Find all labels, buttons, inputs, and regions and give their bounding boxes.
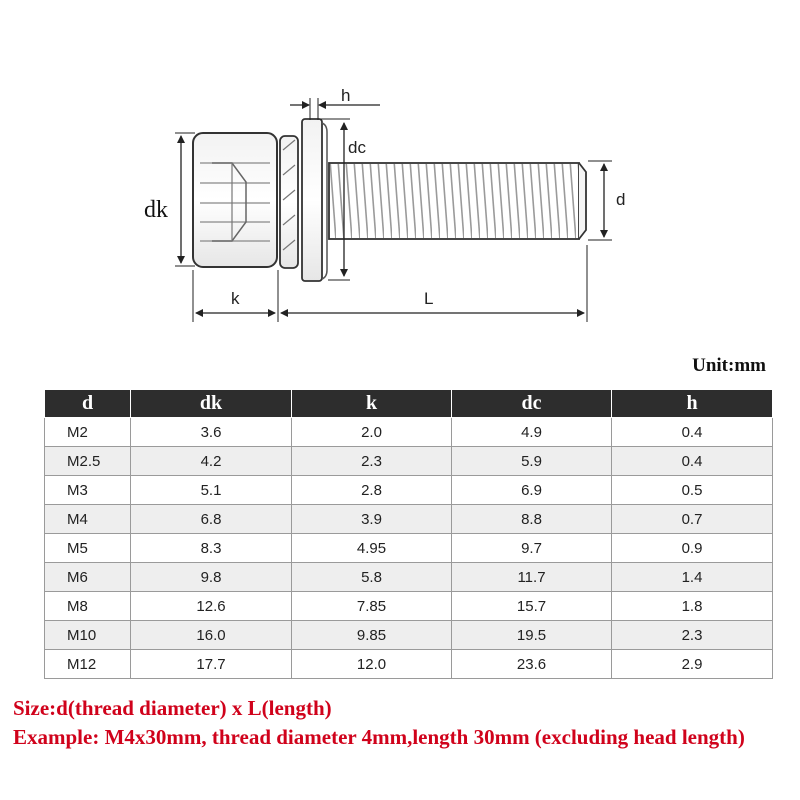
cell-k: 9.85 [292,621,452,650]
table-row [45,418,773,447]
size-definition: Size:d(thread diameter) x L(length) [13,696,332,720]
header-k: k [292,390,452,418]
cell-dc: 6.9 [452,476,612,505]
size-notes [13,694,793,752]
d-dimension [588,161,625,240]
h-label: h [341,86,351,105]
table-row [45,447,773,476]
cell-dk: 16.0 [131,621,292,650]
cell-k: 4.95 [292,534,452,563]
unit-label: Unit:mm [692,355,766,376]
cell-k: 2.0 [292,418,452,447]
cell-d: M8 [45,592,131,621]
cell-d: M4 [45,505,131,534]
cell-dc: 9.7 [452,534,612,563]
cell-dk: 17.7 [131,650,292,679]
cell-d: M10 [45,621,131,650]
header-h: h [612,390,773,418]
cell-dk: 12.6 [131,592,292,621]
cell-h: 0.9 [612,534,773,563]
cell-h: 0.4 [612,447,773,476]
cell-d: M6 [45,563,131,592]
header-d: d [45,390,131,418]
cell-dk: 3.6 [131,418,292,447]
cell-h: 0.5 [612,476,773,505]
cell-h: 1.4 [612,563,773,592]
table-row [45,592,773,621]
cell-dk: 8.3 [131,534,292,563]
flat-washer [302,119,327,281]
cell-h: 0.7 [612,505,773,534]
table-row [45,650,773,679]
cell-h: 2.3 [612,621,773,650]
cell-d: M3 [45,476,131,505]
table-row [45,476,773,505]
cell-k: 7.85 [292,592,452,621]
header-dk: dk [131,390,292,418]
dc-label: dc [348,138,366,157]
cell-k: 5.8 [292,563,452,592]
k-dimension [193,270,278,322]
cell-dk: 4.2 [131,447,292,476]
cell-d: M2.5 [45,447,131,476]
table-row [45,505,773,534]
cell-dk: 5.1 [131,476,292,505]
spec-table [44,389,773,679]
cell-d: M12 [45,650,131,679]
table-header-row [45,390,773,418]
l-label: L [424,289,434,308]
cell-d: M2 [45,418,131,447]
table-row [45,534,773,563]
cell-h: 1.8 [612,592,773,621]
cell-h: 2.9 [612,650,773,679]
cell-dc: 5.9 [452,447,612,476]
d-label: d [616,190,626,209]
screw-head [193,133,277,267]
cell-dk: 6.8 [131,505,292,534]
dk-label: dk [144,197,168,223]
dk-dimension [144,133,195,266]
cell-k: 2.3 [292,447,452,476]
table-row [45,621,773,650]
spring-washer [280,136,298,268]
cell-d: M5 [45,534,131,563]
table-row [45,563,773,592]
cell-dc: 8.8 [452,505,612,534]
cell-k: 12.0 [292,650,452,679]
cell-dc: 23.6 [452,650,612,679]
thread-shank [329,163,586,239]
h-dimension [290,86,380,120]
cell-dk: 9.8 [131,563,292,592]
cell-dc: 4.9 [452,418,612,447]
cell-k: 3.9 [292,505,452,534]
cell-dc: 19.5 [452,621,612,650]
size-example: Example: M4x30mm, thread diameter 4mm,length 30mm (excluding head length) [13,725,745,749]
k-label: k [231,289,240,308]
cell-k: 2.8 [292,476,452,505]
cell-dc: 11.7 [452,563,612,592]
screw-dimension-diagram [0,0,800,345]
cell-dc: 15.7 [452,592,612,621]
header-dc: dc [452,390,612,418]
cell-h: 0.4 [612,418,773,447]
